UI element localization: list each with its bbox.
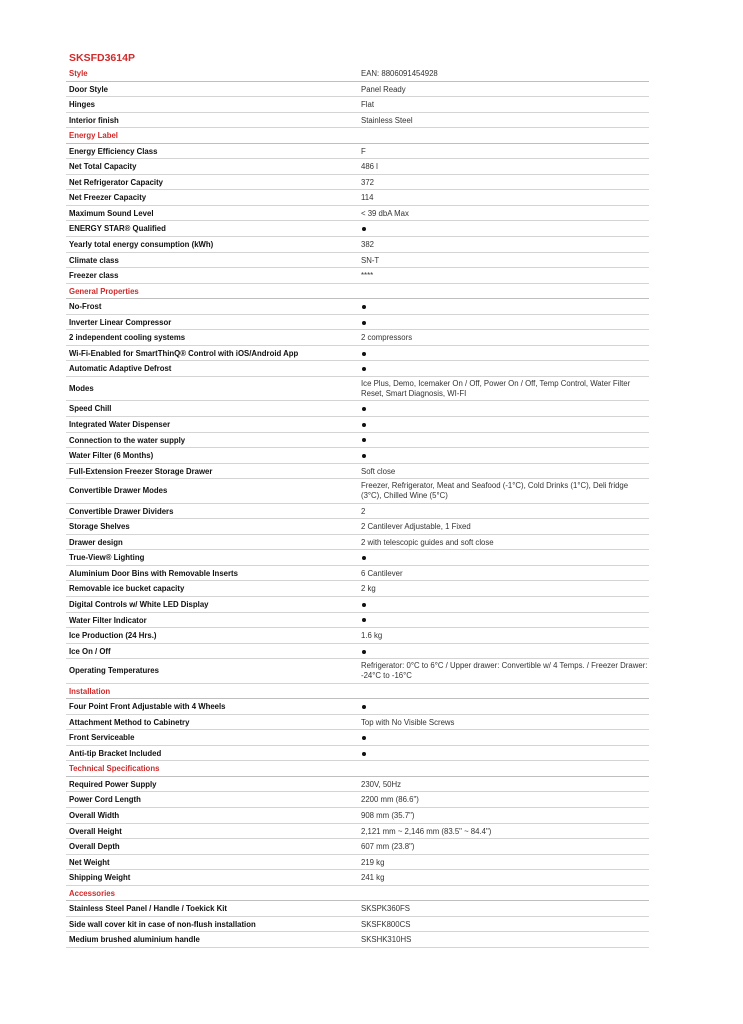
spec-label: Anti-tip Bracket Included	[69, 748, 162, 758]
spec-value: 114	[361, 193, 374, 203]
bullet-icon	[362, 321, 366, 325]
spec-label: Automatic Adaptive Defrost	[69, 364, 172, 374]
included-bullet-icon	[361, 315, 649, 330]
spec-value: 2,121 mm ~ 2,146 mm (83.5" ~ 84.4")	[361, 826, 492, 836]
spec-label: Water Filter Indicator	[69, 615, 147, 625]
spec-value: 607 mm (23.8")	[361, 842, 415, 852]
spec-row	[66, 808, 649, 824]
spec-value: 2	[361, 506, 366, 516]
spec-row	[66, 730, 649, 746]
spec-row	[66, 175, 649, 191]
spec-row	[66, 346, 649, 362]
spec-value: Soft close	[361, 466, 396, 476]
spec-value: Ice Plus, Demo, Icemaker On / Off, Power On / Off, Temp Control, Water Filter Reset, Smart Diagnosis, WI-FI	[361, 378, 631, 398]
spec-label: Medium brushed aluminium handle	[69, 935, 200, 945]
included-bullet-icon	[361, 613, 649, 628]
spec-label: Convertible Drawer Modes	[69, 486, 168, 496]
spec-row	[66, 613, 649, 629]
spec-label: Net Total Capacity	[69, 162, 137, 172]
spec-label: Ice Production (24 Hrs.)	[69, 631, 157, 641]
spec-row	[66, 401, 649, 417]
spec-label: Digital Controls w/ White LED Display	[69, 599, 209, 609]
spec-label: Stainless Steel Panel / Handle / Toekick Kit	[69, 904, 228, 914]
spec-row	[66, 644, 649, 660]
spec-row	[66, 377, 649, 402]
spec-value: 382	[361, 240, 375, 250]
spec-row	[66, 519, 649, 535]
section-title: General Properties	[69, 286, 139, 296]
spec-label: Drawer design	[69, 537, 123, 547]
spec-label: Shipping Weight	[69, 873, 131, 883]
spec-label: Connection to the water supply	[69, 435, 186, 445]
spec-label: Ice On / Off	[69, 646, 111, 656]
spec-value: F	[361, 146, 366, 156]
bullet-icon	[362, 454, 366, 458]
spec-label: Climate class	[69, 255, 119, 265]
spec-value: < 39 dbA Max	[361, 208, 409, 218]
spec-value: 219 kg	[361, 857, 385, 867]
section-title: Technical Specifications	[69, 764, 160, 774]
spec-label: Maximum Sound Level	[69, 208, 154, 218]
spec-row	[66, 824, 649, 840]
spec-label: Overall Depth	[69, 842, 120, 852]
spec-label: Modes	[69, 383, 94, 393]
section-header-row	[66, 761, 649, 777]
spec-value: SKSPK360FS	[361, 904, 410, 914]
spec-value: Stainless Steel	[361, 115, 413, 125]
spec-label: Convertible Drawer Dividers	[69, 506, 174, 516]
spec-label: Yearly total energy consumption (kWh)	[69, 240, 214, 250]
spec-row	[66, 597, 649, 613]
bullet-icon	[362, 407, 366, 411]
spec-row	[66, 330, 649, 346]
spec-value: Refrigerator: 0°C to 6°C / Upper drawer: Convertible w/ 4 Temps. / Freezer Drawer: -24°C to -16°C	[361, 661, 648, 680]
spec-table	[66, 66, 649, 948]
bullet-icon	[362, 752, 366, 756]
spec-value: 241 kg	[361, 873, 385, 883]
included-bullet-icon	[361, 550, 649, 565]
spec-row	[66, 464, 649, 480]
spec-label: Aluminium Door Bins with Removable Inserts	[69, 568, 238, 578]
spec-row	[66, 299, 649, 315]
bullet-icon	[362, 736, 366, 740]
spec-label: Overall Height	[69, 826, 122, 836]
spec-row	[66, 237, 649, 253]
spec-label: Integrated Water Dispenser	[69, 419, 171, 429]
bullet-icon	[362, 227, 366, 231]
spec-value: 230V, 50Hz	[361, 779, 402, 789]
spec-value: 2 Cantilever Adjustable, 1 Fixed	[361, 522, 471, 532]
bullet-icon	[362, 556, 366, 560]
spec-row	[66, 97, 649, 113]
spec-row	[66, 479, 649, 504]
spec-row	[66, 206, 649, 222]
spec-label: Net Freezer Capacity	[69, 193, 147, 203]
spec-label: Hinges	[69, 100, 95, 110]
spec-row	[66, 550, 649, 566]
spec-row	[66, 190, 649, 206]
bullet-icon	[362, 305, 366, 309]
section-title: Accessories	[69, 888, 115, 898]
spec-label: Door Style	[69, 84, 108, 94]
bullet-icon	[362, 352, 366, 356]
spec-row	[66, 268, 649, 284]
spec-row	[66, 448, 649, 464]
included-bullet-icon	[361, 746, 649, 761]
spec-value: 2 compressors	[361, 333, 413, 343]
spec-value: Freezer, Refrigerator, Meat and Seafood (-1°C), Cold Drinks (1°C), Deli fridge (3°C), Chilled Wine (5°C)	[361, 481, 629, 500]
included-bullet-icon	[361, 221, 649, 236]
included-bullet-icon	[361, 730, 649, 745]
section-header-row	[66, 886, 649, 902]
spec-row	[66, 566, 649, 582]
spec-label: Removable ice bucket capacity	[69, 584, 185, 594]
spec-label: Storage Shelves	[69, 522, 130, 532]
spec-label: Attachment Method to Cabinetry	[69, 717, 190, 727]
spec-label: ENERGY STAR® Qualified	[69, 224, 166, 234]
bullet-icon	[362, 650, 366, 654]
bullet-icon	[362, 367, 366, 371]
spec-label: No-Frost	[69, 302, 102, 312]
spec-row	[66, 870, 649, 886]
spec-label: Interior finish	[69, 115, 119, 125]
spec-value: SKSFK800CS	[361, 919, 411, 929]
spec-row	[66, 535, 649, 551]
section-title: Installation	[69, 686, 111, 696]
spec-row	[66, 113, 649, 129]
spec-value: Panel Ready	[361, 84, 406, 94]
included-bullet-icon	[361, 417, 649, 432]
spec-row	[66, 628, 649, 644]
model-number: SKSFD3614P	[69, 52, 135, 64]
included-bullet-icon	[361, 448, 649, 463]
spec-row	[66, 699, 649, 715]
included-bullet-icon	[361, 597, 649, 612]
spec-label: Power Cord Length	[69, 795, 141, 805]
section-title: Style	[69, 69, 88, 78]
spec-value: ****	[361, 271, 374, 281]
spec-label: Speed Chill	[69, 404, 112, 414]
spec-row	[66, 361, 649, 377]
spec-label: Overall Width	[69, 811, 120, 821]
included-bullet-icon	[361, 644, 649, 659]
spec-row	[66, 504, 649, 520]
spec-value: 372	[361, 177, 375, 187]
spec-label: Full-Extension Freezer Storage Drawer	[69, 466, 213, 476]
section-title: Energy Label	[69, 131, 118, 141]
spec-label: Wi-Fi-Enabled for SmartThinQ® Control with iOS/Android App	[69, 348, 299, 358]
spec-label: Front Serviceable	[69, 733, 135, 743]
spec-label: Required Power Supply	[69, 779, 157, 789]
spec-label: Side wall cover kit in case of non-flush installation	[69, 919, 256, 929]
spec-row	[66, 581, 649, 597]
spec-value: Top with No Visible Screws	[361, 717, 455, 727]
spec-label: Net Weight	[69, 857, 110, 867]
spec-value: Flat	[361, 100, 374, 110]
spec-row	[66, 746, 649, 762]
bullet-icon	[362, 438, 366, 442]
spec-value: 2200 mm (86.6")	[361, 795, 419, 805]
spec-value: 2 kg	[361, 584, 376, 594]
spec-value: 1.6 kg	[361, 631, 383, 641]
spec-label: Operating Temperatures	[69, 666, 159, 676]
spec-value: 486 l	[361, 162, 378, 172]
spec-row	[66, 433, 649, 449]
section-header-row	[66, 684, 649, 700]
spec-row	[66, 901, 649, 917]
included-bullet-icon	[361, 299, 649, 314]
spec-label: Four Point Front Adjustable with 4 Wheels	[69, 702, 226, 712]
spec-row	[66, 315, 649, 331]
spec-value: EAN: 8806091454928	[361, 69, 438, 78]
included-bullet-icon	[361, 361, 649, 376]
included-bullet-icon	[361, 699, 649, 714]
spec-row	[66, 792, 649, 808]
bullet-icon	[362, 603, 366, 607]
spec-label: Inverter Linear Compressor	[69, 317, 172, 327]
spec-value: SN-T	[361, 255, 380, 265]
spec-value: 6 Cantilever	[361, 568, 403, 578]
spec-label: Net Refrigerator Capacity	[69, 177, 164, 187]
spec-value: SKSHK310HS	[361, 935, 412, 945]
spec-row	[66, 221, 649, 237]
section-header-row	[66, 284, 649, 300]
spec-row	[66, 417, 649, 433]
spec-label: Energy Efficiency Class	[69, 146, 158, 156]
spec-row	[66, 932, 649, 948]
bullet-icon	[362, 618, 366, 622]
section-header-row	[66, 66, 649, 82]
spec-row	[66, 82, 649, 98]
spec-value: 908 mm (35.7")	[361, 811, 415, 821]
spec-row	[66, 715, 649, 731]
section-header-row	[66, 128, 649, 144]
spec-row	[66, 839, 649, 855]
included-bullet-icon	[361, 346, 649, 361]
spec-row	[66, 159, 649, 175]
included-bullet-icon	[361, 401, 649, 416]
bullet-icon	[362, 705, 366, 709]
spec-label: Water Filter (6 Months)	[69, 451, 154, 461]
spec-label: 2 independent cooling systems	[69, 333, 186, 343]
spec-row	[66, 253, 649, 269]
spec-row	[66, 144, 649, 160]
bullet-icon	[362, 423, 366, 427]
spec-label: True-View® Lighting	[69, 553, 145, 563]
spec-row	[66, 855, 649, 871]
spec-row	[66, 917, 649, 933]
spec-row	[66, 777, 649, 793]
spec-value: 2 with telescopic guides and soft close	[361, 537, 494, 547]
spec-label: Freezer class	[69, 271, 119, 281]
spec-row	[66, 659, 649, 684]
included-bullet-icon	[361, 433, 649, 448]
